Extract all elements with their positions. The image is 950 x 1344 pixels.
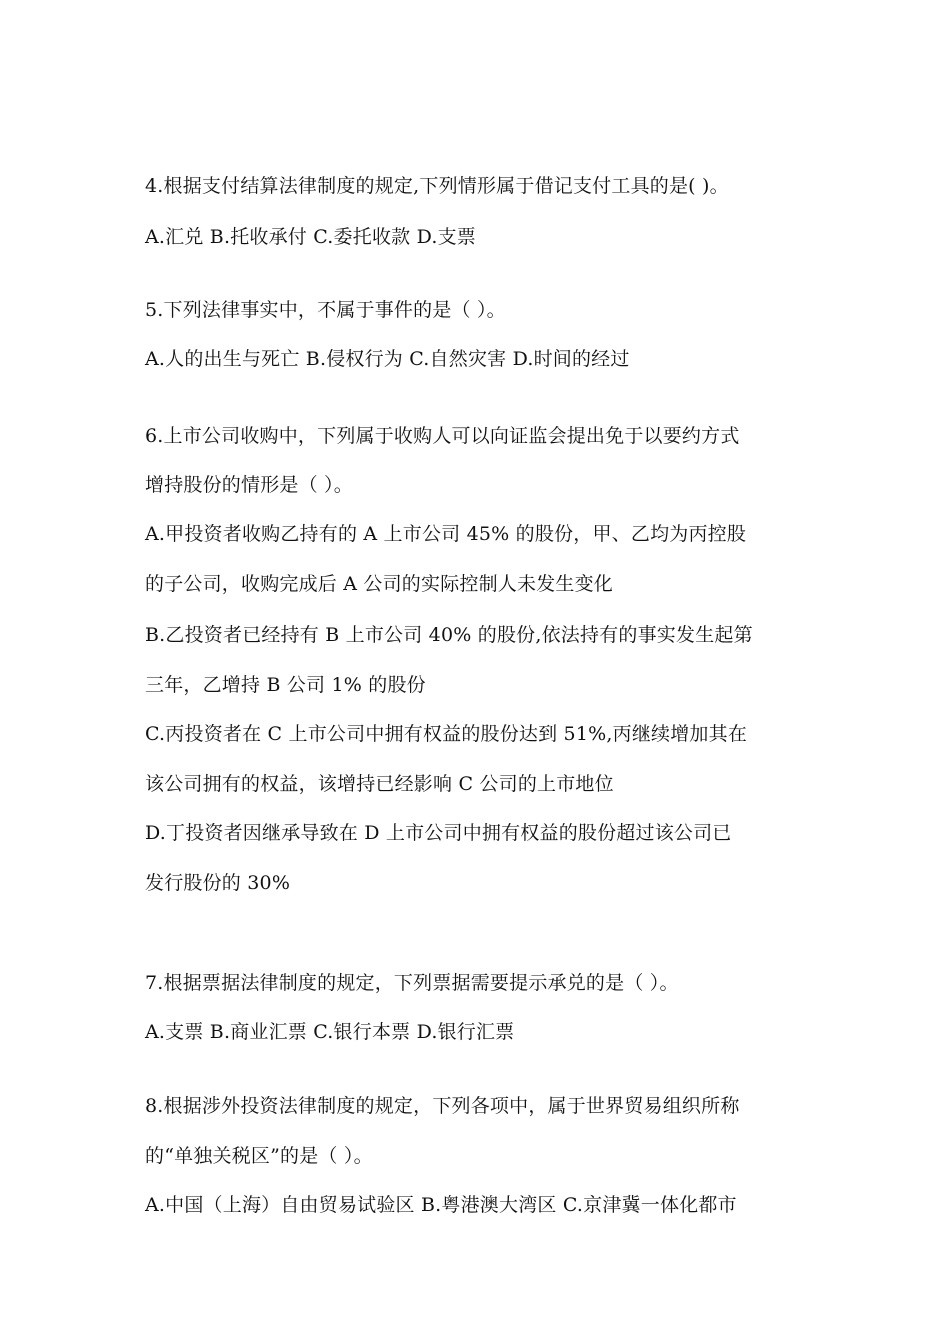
question-6-option-a-line-1: A.甲投资者收购乙持有的 A 上市公司 45% 的股份，甲、乙均为丙控股: [145, 523, 747, 545]
question-6-stem-line-1: 6.上市公司收购中，下列属于收购人可以向证监会提出免于以要约方式: [145, 425, 740, 447]
question-5-stem: 5.下列法律事实中，不属于事件的是（ ）。: [145, 299, 506, 321]
question-6-stem-line-2: 增持股份的情形是（ ）。: [145, 474, 353, 496]
question-6-option-d-line-2: 发行股份的 30%: [145, 872, 291, 894]
question-6-option-b-line-1: B.乙投资者已经持有 B 上市公司 40% 的股份,依法持有的事实发生起第: [145, 624, 753, 646]
question-4-options: A.汇兑 B.托收承付 C.委托收款 D.支票: [145, 226, 476, 248]
question-6-option-d-line-1: D.丁投资者因继承导致在 D 上市公司中拥有权益的股份超过该公司已: [145, 822, 732, 844]
question-5-options: A.人的出生与死亡 B.侵权行为 C.自然灾害 D.时间的经过: [145, 348, 630, 370]
question-7-options: A.支票 B.商业汇票 C.银行本票 D.银行汇票: [145, 1021, 515, 1043]
question-7-stem: 7.根据票据法律制度的规定，下列票据需要提示承兑的是（ ）。: [145, 972, 679, 994]
question-8-stem-line-1: 8.根据涉外投资法律制度的规定，下列各项中，属于世界贸易组织所称: [145, 1095, 740, 1117]
question-6-option-c-line-1: C.丙投资者在 C 上市公司中拥有权益的股份达到 51%,丙继续增加其在: [145, 723, 748, 745]
question-8-options: A.中国（上海）自由贸易试验区 B.粤港澳大湾区 C.京津冀一体化都市: [145, 1194, 737, 1216]
question-4-stem: 4.根据支付结算法律制度的规定,下列情形属于借记支付工具的是( )。: [145, 175, 729, 197]
question-6-option-b-line-2: 三年，乙增持 B 公司 1% 的股份: [145, 674, 426, 696]
question-6-option-c-line-2: 该公司拥有的权益，该增持已经影响 C 公司的上市地位: [145, 773, 614, 795]
question-8-stem-line-2: 的“单独关税区”的是（ ）。: [145, 1145, 373, 1167]
question-6-option-a-line-2: 的子公司，收购完成后 A 公司的实际控制人未发生变化: [145, 573, 614, 595]
